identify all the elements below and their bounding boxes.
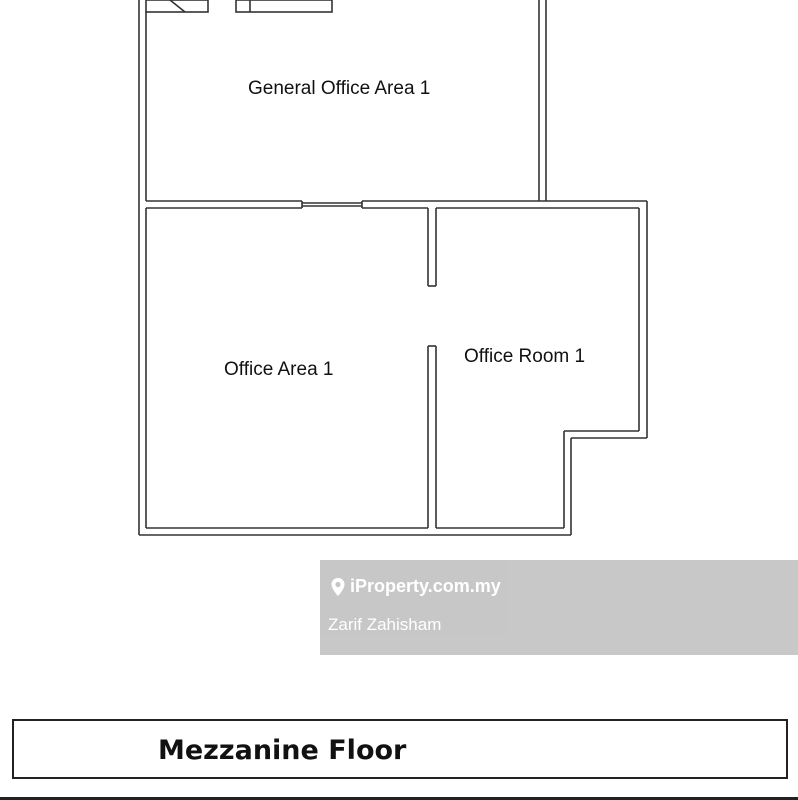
floor-title-box [12, 719, 788, 779]
watermark-banner [320, 560, 798, 655]
location-pin-icon [330, 577, 346, 597]
fixture-line [170, 0, 185, 12]
floor-title: Mezzanine Floor [158, 735, 407, 766]
room-label-general-office-area: General Office Area 1 [248, 78, 431, 99]
watermark-brand-text: iProperty.com.my [350, 576, 501, 596]
room-label-office-area: Office Area 1 [224, 359, 334, 380]
watermark-brand [330, 576, 501, 597]
room-label-office-room: Office Room 1 [464, 346, 586, 367]
watermark-author: Zarif Zahisham [328, 615, 442, 634]
